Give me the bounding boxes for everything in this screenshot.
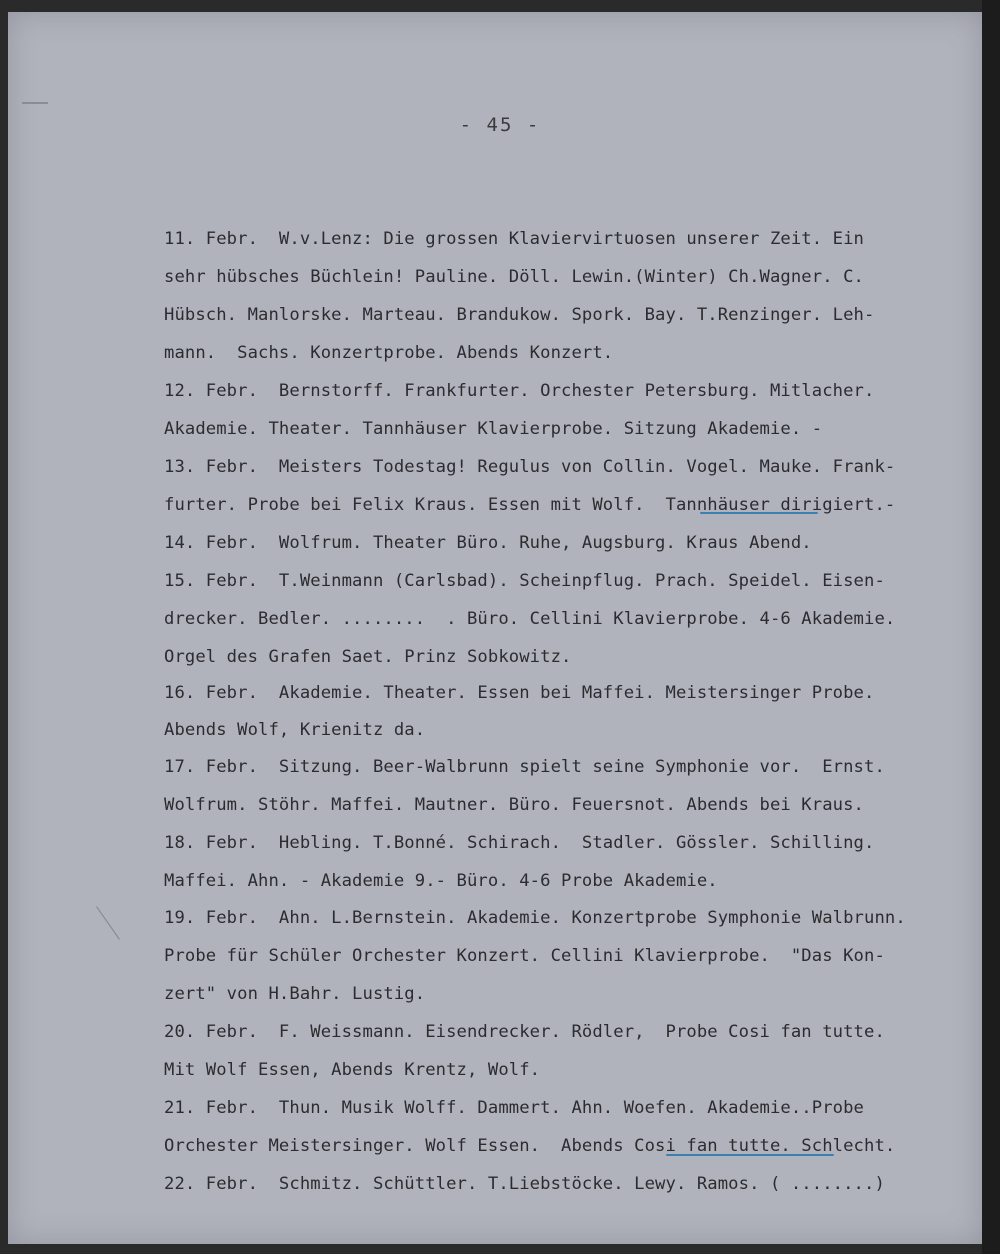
text-line: 21. Febr. Thun. Musik Wolff. Dammert. Ahn. Woefen. Akademie..Probe (164, 1098, 864, 1118)
text-line: Probe für Schüler Orchester Konzert. Cellini Klavierprobe. "Das Kon- (164, 946, 885, 966)
text-line: sehr hübsches Büchlein! Pauline. Döll. Lewin.(Winter) Ch.Wagner. C. (164, 267, 864, 287)
text-line: furter. Probe bei Felix Kraus. Essen mit Wolf. Tannhäuser dirigiert.- (164, 495, 896, 515)
text-line: Wolfrum. Stöhr. Maffei. Mautner. Büro. Feuersnot. Abends bei Kraus. (164, 795, 864, 815)
text-line: Orchester Meistersinger. Wolf Essen. Abends Cosi fan tutte. Schlecht. (164, 1136, 896, 1156)
text-line: Akademie. Theater. Tannhäuser Klavierprobe. Sitzung Akademie. - (164, 419, 823, 439)
text-line: drecker. Bedler. ........ . Büro. Cellini Klavierprobe. 4-6 Akademie. (164, 609, 896, 629)
text-line: 18. Febr. Hebling. T.Bonné. Schirach. Stadler. Gössler. Schilling. (164, 833, 875, 853)
text-line: Abends Wolf, Krienitz da. (164, 720, 426, 740)
text-line: Hübsch. Manlorske. Marteau. Brandukow. Spork. Bay. T.Renzinger. Leh- (164, 305, 875, 325)
text-line: 15. Febr. T.Weinmann (Carlsbad). Scheinpflug. Prach. Speidel. Eisen- (164, 571, 885, 591)
text-line: zert" von H.Bahr. Lustig. (164, 984, 426, 1004)
scan-edge (982, 0, 1000, 1254)
margin-tick (22, 102, 48, 104)
text-line: 12. Febr. Bernstorff. Frankfurter. Orchester Petersburg. Mitlacher. (164, 381, 875, 401)
text-line: 19. Febr. Ahn. L.Bernstein. Akademie. Konzertprobe Symphonie Walbrunn. (164, 908, 906, 928)
text-line: Maffei. Ahn. - Akademie 9.- Büro. 4-6 Probe Akademie. (164, 871, 718, 891)
pen-underline (700, 512, 818, 514)
text-line: 22. Febr. Schmitz. Schüttler. T.Liebstöcke. Lewy. Ramos. ( ........) (164, 1174, 885, 1194)
text-line: 14. Febr. Wolfrum. Theater Büro. Ruhe, Augsburg. Kraus Abend. (164, 533, 812, 553)
text-line: 16. Febr. Akademie. Theater. Essen bei Maffei. Meistersinger Probe. (164, 683, 875, 703)
text-line: 11. Febr. W.v.Lenz: Die grossen Klaviervirtuosen unserer Zeit. Ein (164, 229, 864, 249)
text-line: 20. Febr. F. Weissmann. Eisendrecker. Rödler, Probe Cosi fan tutte. (164, 1022, 885, 1042)
text-line: 13. Febr. Meisters Todestag! Regulus von Collin. Vogel. Mauke. Frank- (164, 457, 896, 477)
text-line: 17. Febr. Sitzung. Beer-Walbrunn spielt seine Symphonie vor. Ernst. (164, 757, 885, 777)
text-line: Orgel des Grafen Saet. Prinz Sobkowitz. (164, 647, 572, 667)
text-line: mann. Sachs. Konzertprobe. Abends Konzert. (164, 343, 614, 363)
pen-underline (666, 1154, 834, 1156)
text-line: Mit Wolf Essen, Abends Krentz, Wolf. (164, 1060, 541, 1080)
page-number: - 45 - (459, 114, 541, 136)
